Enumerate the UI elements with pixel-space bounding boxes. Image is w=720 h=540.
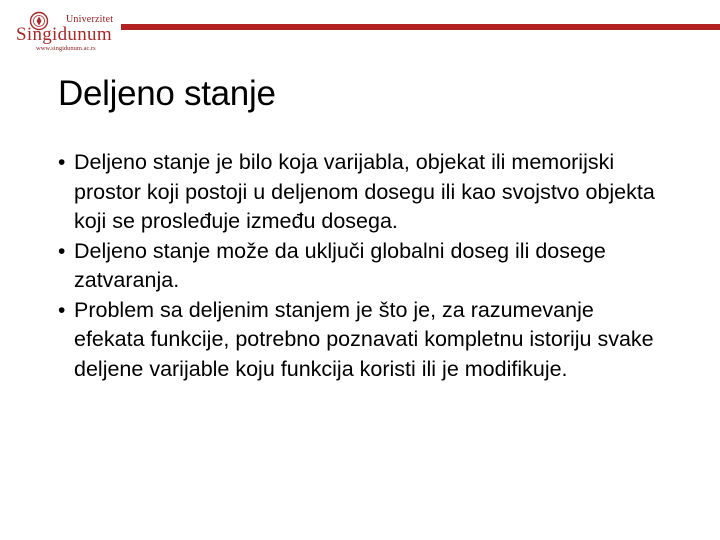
logo-name: Singidunum [16,24,112,45]
bullet-dot-icon: • [58,298,66,322]
bullet-text: Deljeno stanje može da uključi globalni doseg ili dosege zatvaranja. [74,238,606,292]
logo-url: www.singidunum.ac.rs [36,45,96,52]
bullet-dot-icon: • [58,239,66,263]
header-accent-bar [121,24,720,30]
bullet-item [56,296,666,385]
logo-university-label: Univerzitet [66,14,114,25]
bullet-text: Deljeno stanje je bilo koja varijabla, objekat ili memorijski prostor koji postoji u deljenom dosegu ili kao svojstvo objekta koji se prosleđuje između dosega. [74,150,655,233]
bullet-item [56,148,666,237]
slide-title: Deljeno stanje [58,74,276,113]
bullet-item [56,237,666,296]
bullet-text: Problem sa deljenim stanjem je što je, za razumevanje efekata funkcije, potrebno poznavati kompletnu istoriju svake deljene varijable koju funkcija koristi ili je modifikuje. [74,297,654,381]
bullet-list [56,148,666,384]
university-logo [14,10,114,54]
slide-body [56,148,666,384]
bullet-dot-icon: • [58,151,66,174]
